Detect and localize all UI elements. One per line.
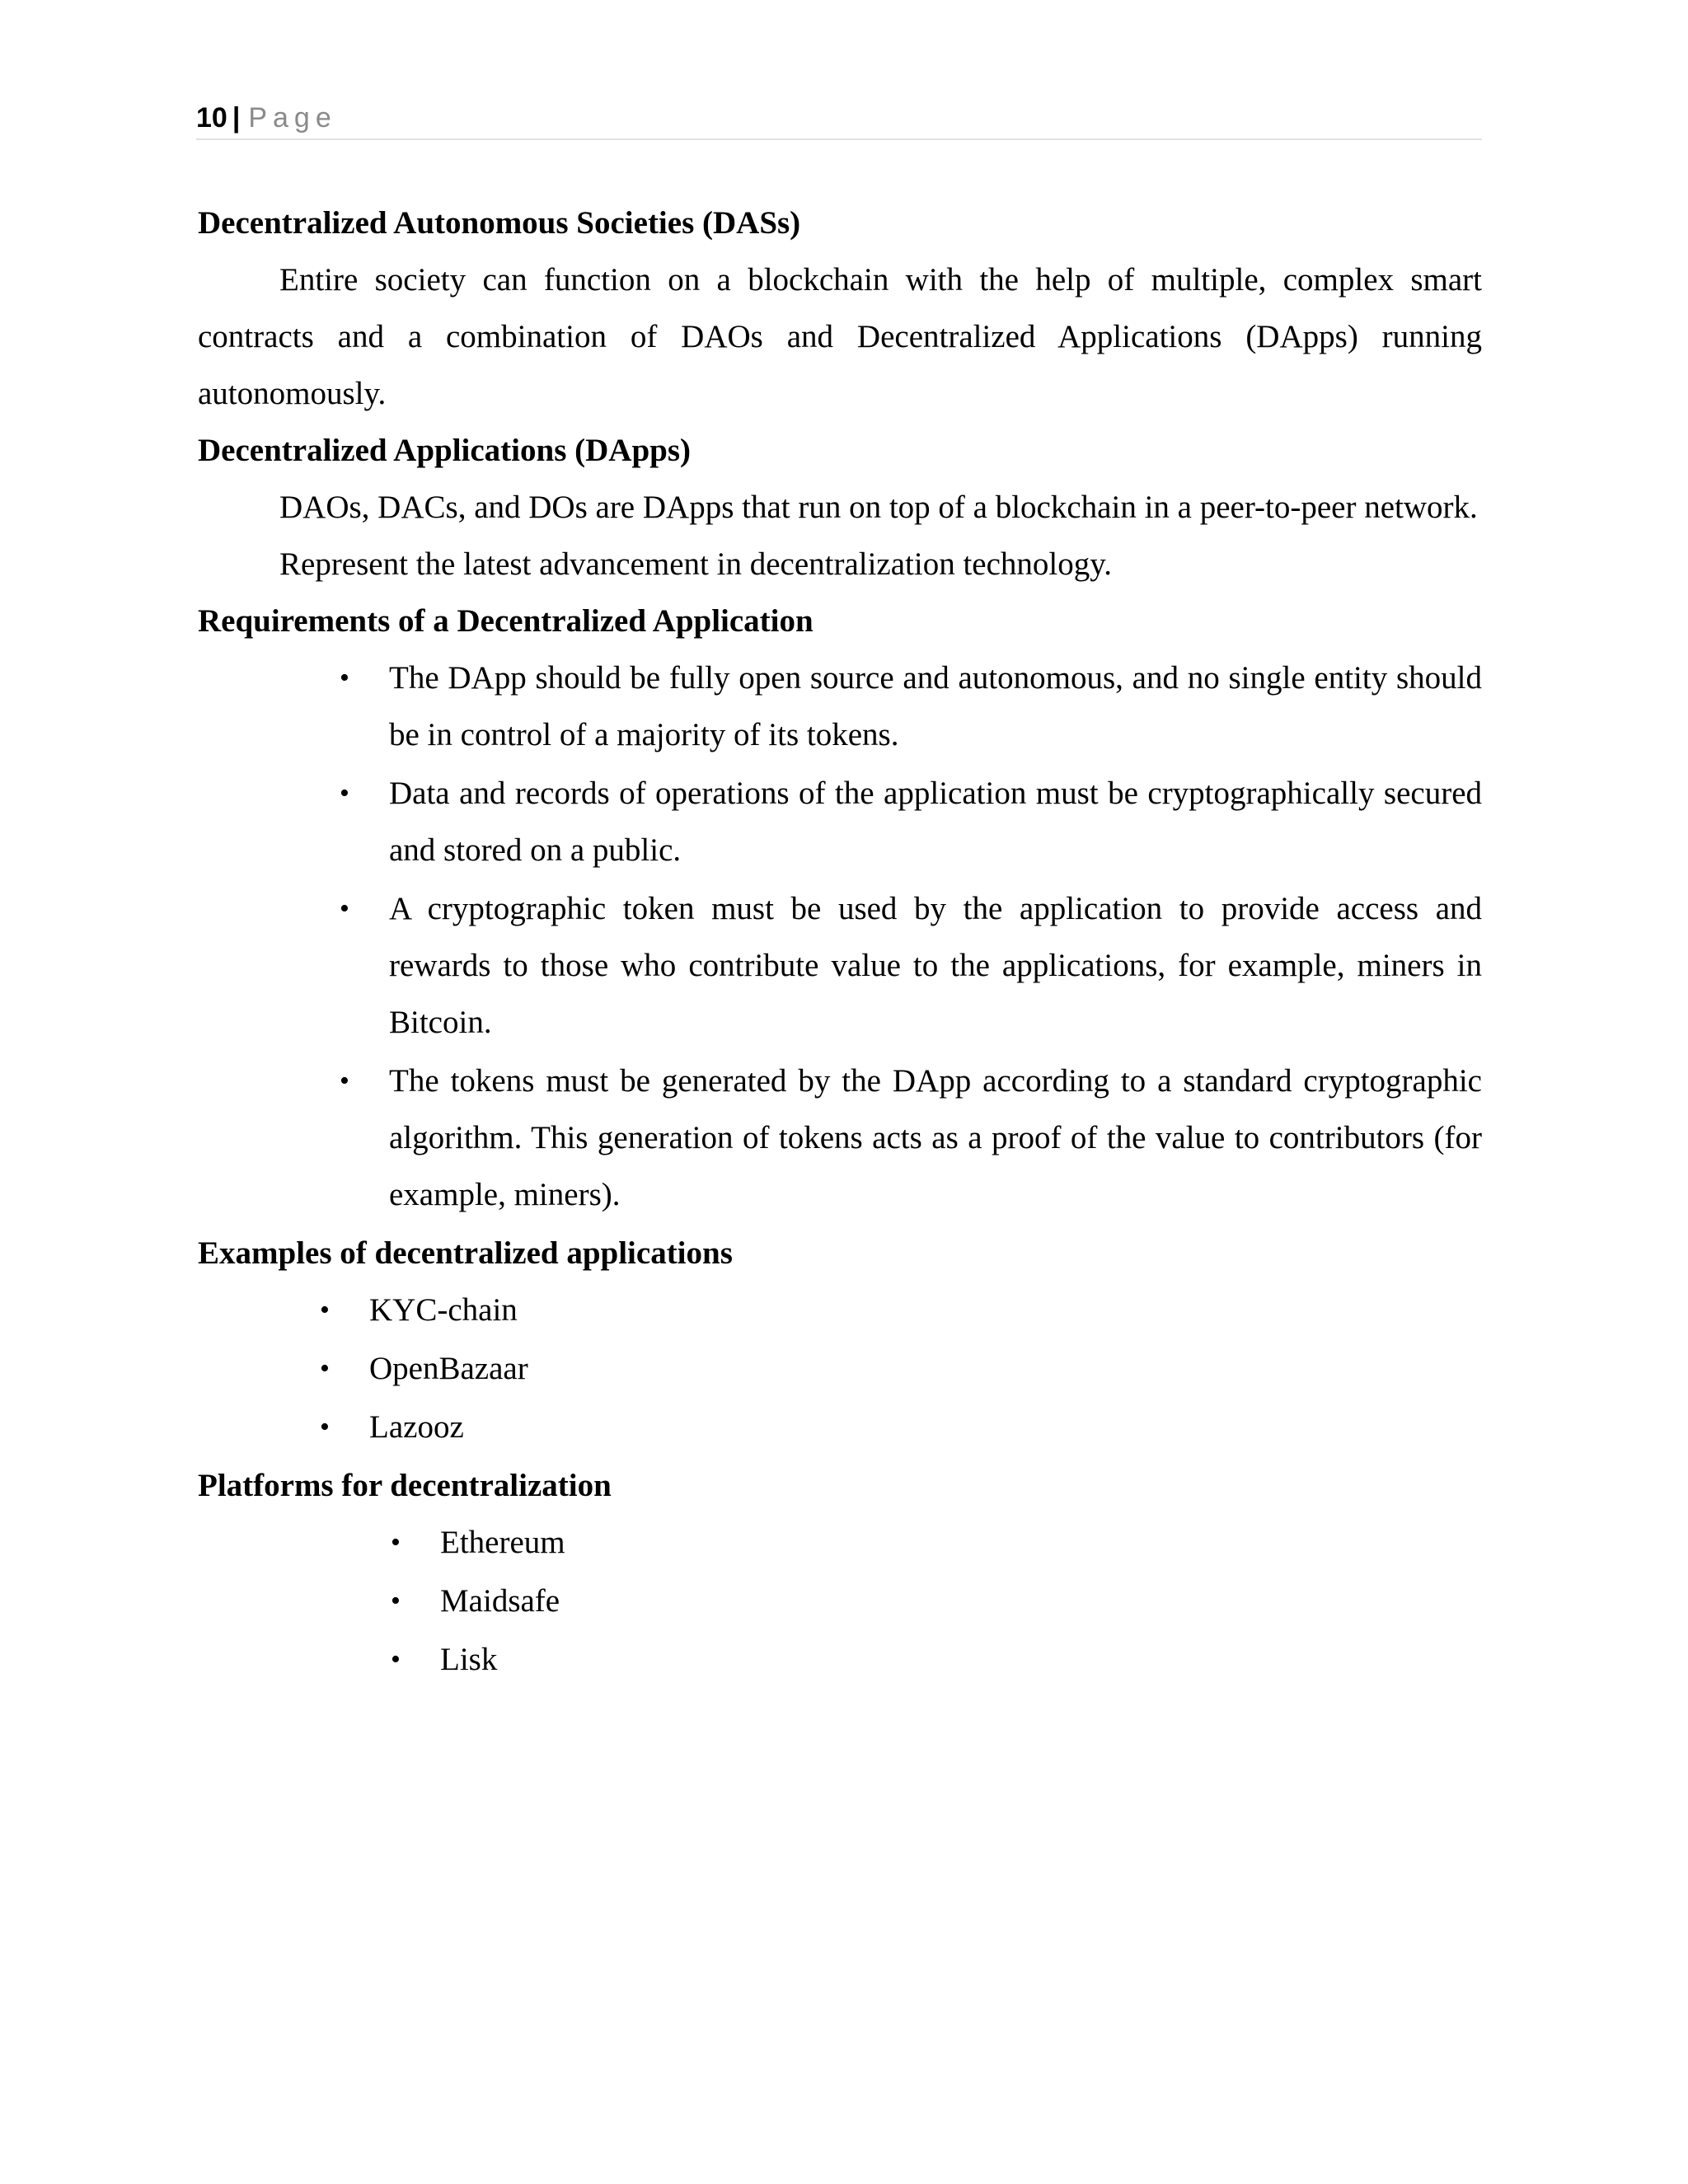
section-heading-requirements: Requirements of a Decentralized Application [198, 603, 814, 639]
examples-list [198, 1282, 1482, 1457]
list-item-text: KYC-chain [369, 1292, 518, 1328]
bullet-icon: • [320, 1353, 330, 1384]
section-heading-dapps: Decentralized Applications (DApps) [198, 433, 691, 468]
list-item [198, 1282, 1482, 1340]
header-separator: | [232, 102, 241, 134]
list-item [198, 765, 1482, 879]
list-item [198, 1399, 1482, 1457]
page-header [196, 97, 1482, 140]
list-item-text: Maidsafe [440, 1583, 560, 1619]
bullet-icon: • [391, 1586, 401, 1616]
list-item [198, 1340, 1482, 1399]
section-heading-examples: Examples of decentralized applications [198, 1235, 733, 1271]
list-item-text: Ethereum [440, 1525, 565, 1560]
list-item-text: Data and records of operations of the application must be cryptographically secured and stored on a public. [389, 776, 1482, 868]
bullet-icon: • [391, 1644, 401, 1675]
paragraph-dapps-1: DAOs, DACs, and DOs are DApps that run on top of a blockchain in a peer-to-peer network. [279, 490, 1478, 525]
section-heading-platforms: Platforms for decentralization [198, 1468, 612, 1503]
list-item [198, 1052, 1482, 1223]
section-heading-das: Decentralized Autonomous Societies (DASs) [198, 205, 801, 241]
paragraph-dapps-2: Represent the latest advancement in decentralization technology. [279, 546, 1112, 582]
page-number: 10 [196, 102, 227, 134]
list-item [198, 1572, 1482, 1631]
list-item-text: OpenBazaar [369, 1351, 528, 1386]
platforms-list [198, 1514, 1482, 1690]
document-body [198, 194, 1482, 1690]
list-item [198, 1514, 1482, 1572]
requirements-list [198, 649, 1482, 1223]
page-label: Page [248, 102, 337, 134]
list-item-text: Lisk [440, 1642, 498, 1677]
list-item [198, 649, 1482, 763]
list-item [198, 1631, 1482, 1690]
bullet-icon: • [391, 1527, 401, 1558]
bullet-icon: • [320, 1295, 330, 1325]
list-item-text: Lazooz [369, 1409, 464, 1445]
bullet-icon: • [340, 1066, 349, 1096]
list-item-text: The DApp should be fully open source and autonomous, and no single entity should be in control of a majority of its tokens. [389, 660, 1482, 752]
list-item-text: A cryptographic token must be used by the application to provide access and rewards to those who contribute value to the applications, for example, miners in Bitcoin. [389, 891, 1482, 1040]
paragraph-das: Entire society can function on a blockchain with the help of multiple, complex smart contracts and a combination of DAOs and Decentralized Applications (DApps) running autonomously. [198, 262, 1482, 411]
list-item [198, 880, 1482, 1051]
bullet-icon: • [340, 893, 349, 924]
bullet-icon: • [340, 663, 349, 693]
bullet-icon: • [320, 1412, 330, 1442]
list-item-text: The tokens must be generated by the DApp according to a standard cryptographic algorithm. This generation of tokens acts as a proof of the value to contributors (for example, miners). [389, 1063, 1482, 1212]
bullet-icon: • [340, 778, 349, 808]
